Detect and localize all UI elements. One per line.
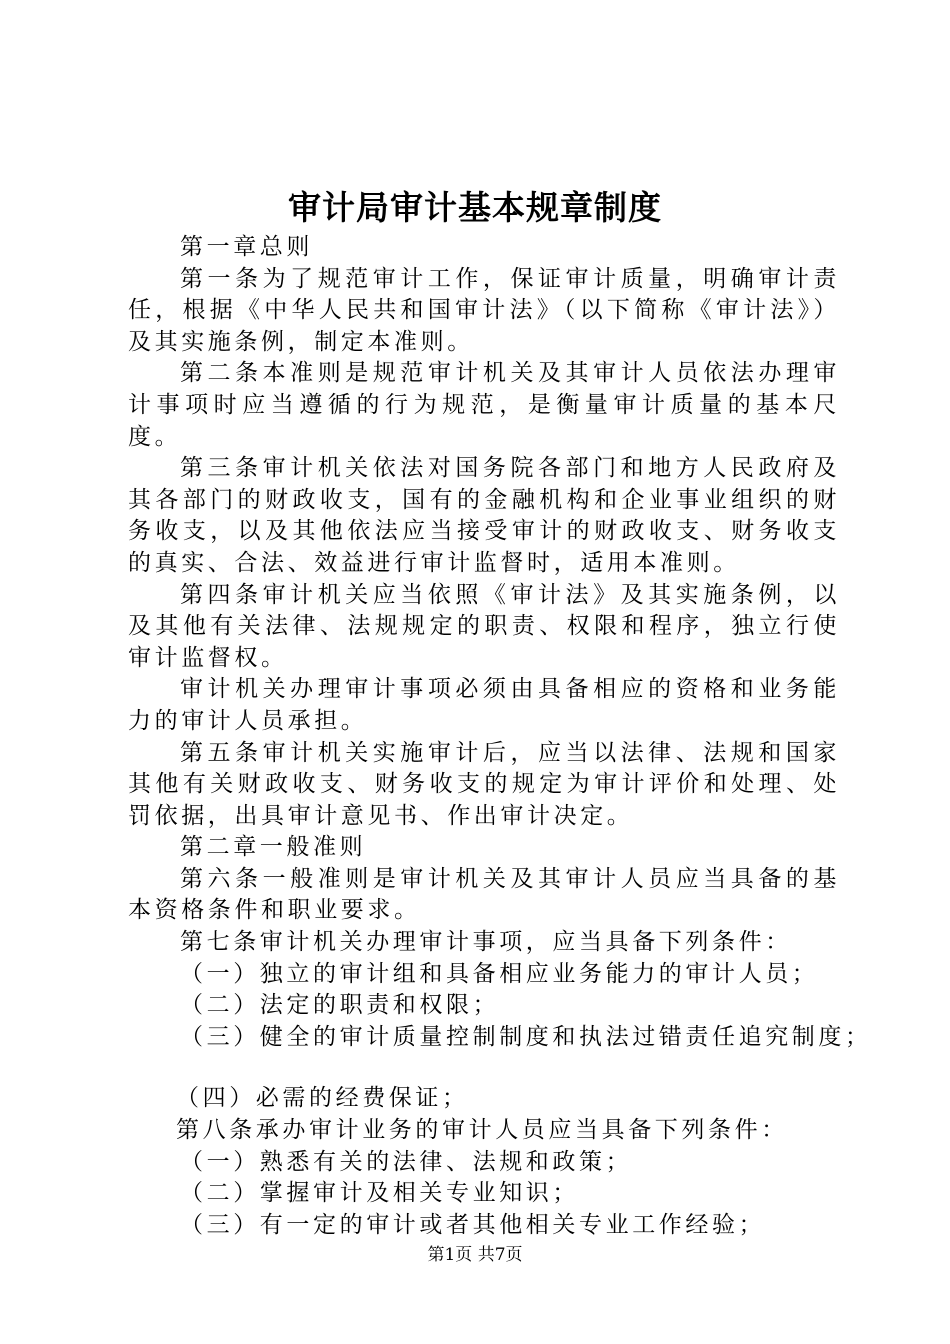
paragraph-gap: [128, 1053, 840, 1083]
article-1: 第一条为了规范审计工作，保证审计质量，明确审计责任，根据《中华人民共和国审计法》（以下简称《审计法》）及其实施条例，制定本准则。: [128, 265, 840, 355]
article-7: 第七条审计机关办理审计事项，应当具备下列条件：: [180, 929, 792, 956]
article-7-condition-1: （一）独立的审计组和具备相应业务能力的审计人员；: [180, 960, 819, 987]
document-body: [128, 232, 872, 1241]
article-8-condition-1: （一）熟悉有关的法律、法规和政策；: [180, 1148, 633, 1175]
article-6: 第六条一般准则是审计机关及其审计人员应当具备的基本资格条件和职业要求。: [128, 865, 840, 924]
document-title: 审计局审计基本规章制度: [288, 188, 662, 227]
article-7-condition-4: （四）必需的经费保证；: [176, 1085, 469, 1112]
article-4-paragraph-2: 审计机关办理审计事项必须由具备相应的资格和业务能力的审计人员承担。: [128, 676, 840, 734]
article-7-condition-3: （三）健全的审计质量控制制度和执法过错责任追究制度；: [180, 1023, 872, 1050]
article-8-condition-2: （二）掌握审计及相关专业知识；: [180, 1180, 579, 1207]
article-4: 第四条审计机关应当依照《审计法》及其实施条例，以及其他有关法律、法规规定的职责、权限和程序，独立行使审计监督权。: [128, 581, 840, 671]
article-7-condition-2: （二）法定的职责和权限；: [180, 992, 500, 1019]
chapter-2-heading: 第二章一般准则: [180, 834, 367, 861]
page-number: 第1页 共7页: [427, 1245, 523, 1265]
article-3: 第三条审计机关依法对国务院各部门和地方人民政府及其各部门的财政收支，国有的金融机构和企业事业组织的财务收支，以及其他依法应当接受审计的财政收支、财务收支的真实、合法、效益进行审计监督时，适用本准则。: [128, 455, 840, 576]
article-2: 第二条本准则是规范审计机关及其审计人员依法办理审计事项时应当遵循的行为规范，是衡量审计质量的基本尺度。: [128, 360, 840, 450]
chapter-1-heading: 第一章总则: [180, 234, 313, 260]
article-8: 第八条承办审计业务的审计人员应当具备下列条件：: [176, 1117, 788, 1144]
article-5: 第五条审计机关实施审计后，应当以法律、法规和国家其他有关财政收支、财务收支的规定为审计评价和处理、处罚依据，出具审计意见书、作出审计决定。: [128, 739, 840, 829]
article-8-condition-3: （三）有一定的审计或者其他相关专业工作经验；: [180, 1211, 766, 1238]
